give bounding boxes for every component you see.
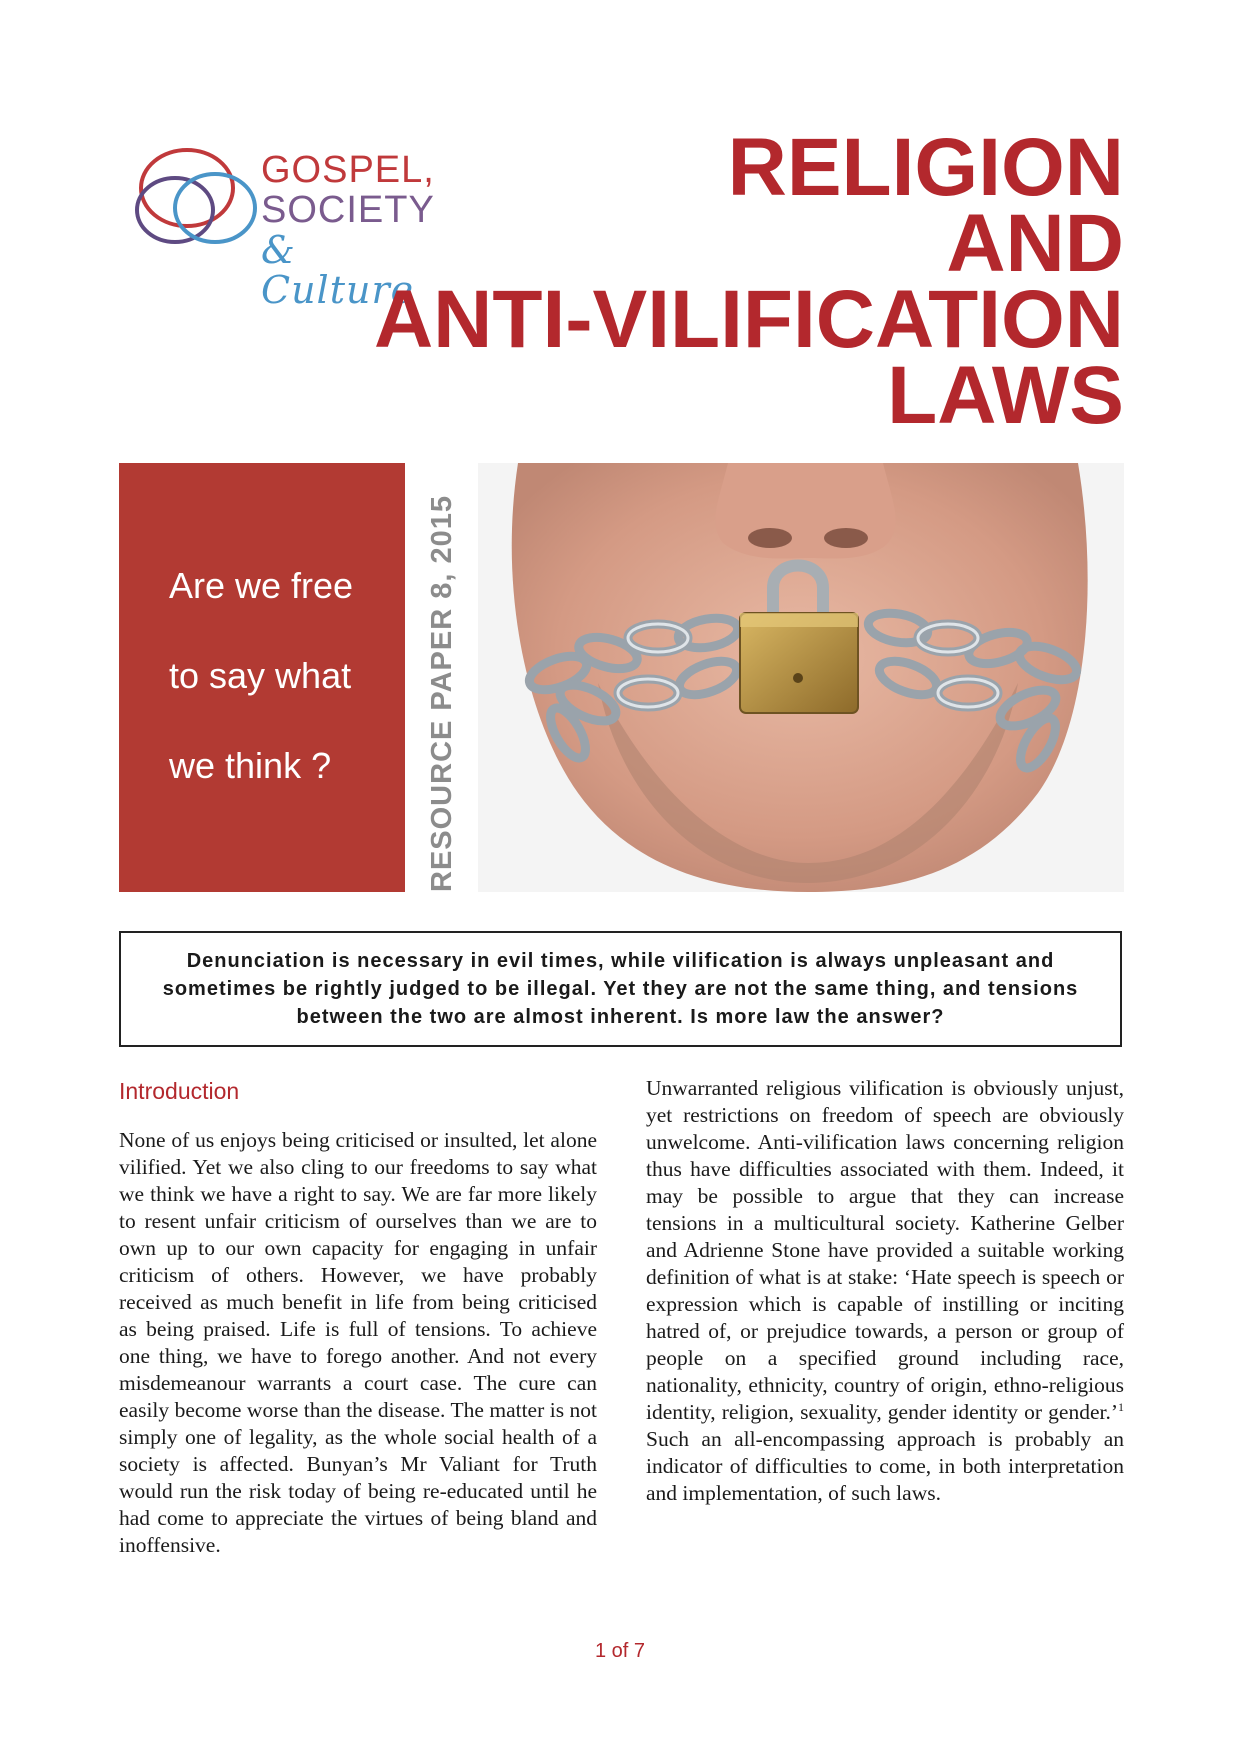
question-line-1: Are we free: [169, 565, 354, 606]
question-line-3: we think ?: [169, 745, 332, 786]
intro-paragraph: None of us enjoys being criticised or insulted, let alone vilified. Yet we also cling to our freedoms to say what we think we have a right to say. We are far more likely to resent unfair criticism of ourselves than we are to own up to our own capacity for engaging in unfair criticism of others. However, we have probably received as much benefit in life from being criticised as being praised. Life is full of tensions. To achieve one thing, we have to forego another. And not every misdemeanour warrants a court case. The cure can easily become worse than the disease. The matter is not simply one of legality, as the whole social health of a society is affected. Bunyan’s Mr Valiant for Truth would run the risk today of being re-educated until he had come to appreciate the virtues of being bland and inoffensive.: [119, 1128, 597, 1557]
logo-gospel: GOSPEL,: [261, 149, 435, 191]
question-box: [119, 463, 405, 892]
body-column-left: [119, 1077, 597, 1559]
body-column-right: [646, 1075, 1124, 1507]
resource-paper-label: RESOURCE PAPER 8, 2015: [426, 495, 458, 892]
title-line-2: AND: [946, 198, 1124, 289]
chained-mouth-photo: [478, 463, 1124, 892]
question-line-2: to say what: [169, 655, 352, 696]
definition-paragraph: [646, 1075, 1124, 1507]
logo-culture: & Culture: [261, 228, 415, 312]
interlocking-rings-icon: [135, 140, 265, 250]
logo-society: SOCIETY: [261, 189, 435, 231]
title-line-3: ANTI-VILIFICATION: [373, 274, 1124, 365]
section-heading-introduction: Introduction: [119, 1078, 240, 1104]
page-number: 1 of 7: [594, 1640, 646, 1662]
footnote-marker: 1: [1118, 1399, 1124, 1414]
page-title: [373, 122, 1124, 441]
definition-text-continued: Such an all-encompassing approach is probably an indicator of difficulties to come, in both interpretation and implementation, of such laws.: [646, 1427, 1124, 1505]
title-line-1: RELIGION: [727, 122, 1124, 213]
definition-text: Unwarranted religious vilification is obviously unjust, yet restrictions on freedom of speech are obviously unwelcome. Anti-vilification laws concerning religion thus have difficulties associated with them. Indeed, it may be possible to argue that they can increase tensions in a multicultural society. Katherine Gelber and Adrienne Stone have provided a suitable working definition of what is at stake: ‘Hate speech is speech or expression which is capable of instilling or inciting hatred of, or prejudice towards, a person or group of people on a specified ground including race, nationality, ethnicity, country of origin, ethno-religious identity, religion, sexuality, gender identity or gender.’: [646, 1076, 1124, 1424]
summary-callout: Denunciation is necessary in evil times, while vilification is always unpleasant and sometimes be rightly judged to be illegal. Yet they are not the same thing, and tensions between the two are almost inherent. Is more law the answer?: [119, 931, 1122, 1047]
chained-mouth-padlock-icon: [478, 463, 1124, 892]
title-line-4: LAWS: [887, 350, 1124, 441]
